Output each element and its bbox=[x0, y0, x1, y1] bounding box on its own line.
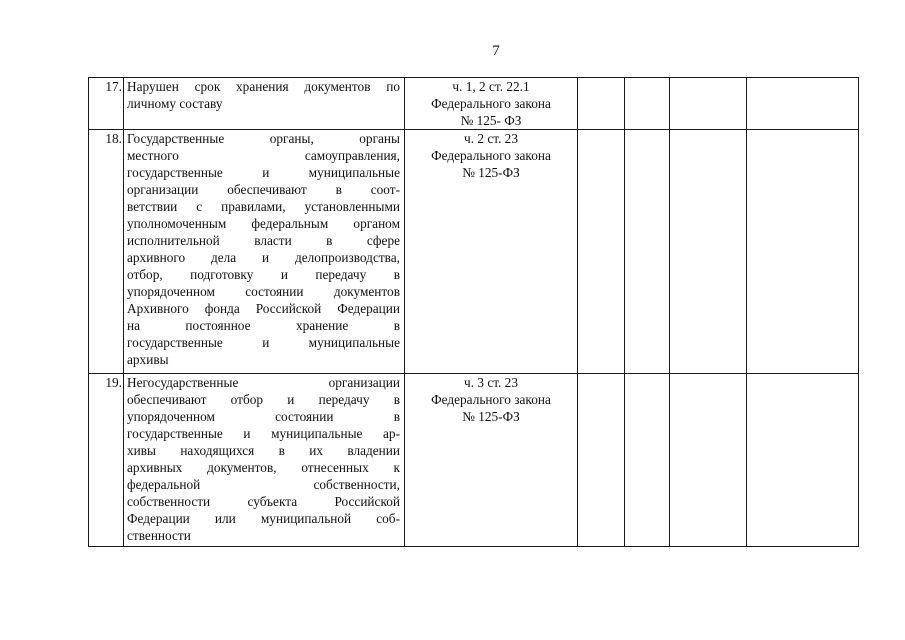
page-number: 7 bbox=[492, 43, 500, 59]
table-row bbox=[89, 78, 859, 130]
legal-reference-line: ч. 3 ст. 23 bbox=[464, 375, 518, 390]
legal-reference-line: ч. 1, 2 ст. 22.1 bbox=[452, 79, 530, 94]
table-row bbox=[89, 130, 859, 374]
legal-reference-line: № 125-ФЗ bbox=[462, 409, 520, 424]
question-cell bbox=[124, 130, 405, 374]
question-line: ветствии с правилами, установленными bbox=[127, 199, 400, 214]
table-row bbox=[89, 374, 859, 547]
checklist-table bbox=[88, 77, 859, 547]
question-line: исполнительной власти в сфере bbox=[127, 233, 400, 248]
legal-reference-cell bbox=[405, 130, 578, 374]
answer-not-applicable-cell bbox=[670, 130, 747, 374]
question-line: отбор, подготовку и передачу в bbox=[127, 267, 400, 282]
answer-yes-cell bbox=[578, 374, 625, 547]
answer-no-cell bbox=[625, 78, 670, 130]
question-cell bbox=[124, 78, 405, 130]
answer-yes-cell bbox=[578, 78, 625, 130]
legal-reference-line: № 125-ФЗ bbox=[462, 165, 520, 180]
legal-reference-cell bbox=[405, 78, 578, 130]
note-cell bbox=[747, 130, 859, 374]
legal-reference-line: ч. 2 ст. 23 bbox=[464, 131, 518, 146]
question-line: уполномоченным федеральным органом bbox=[127, 216, 400, 231]
row-number: 19. bbox=[89, 374, 124, 547]
legal-reference-line: Федерального закона bbox=[431, 96, 551, 111]
answer-no-cell bbox=[625, 130, 670, 374]
question-line: Негосударственные организации bbox=[127, 375, 400, 390]
legal-reference-line: Федерального закона bbox=[431, 148, 551, 163]
legal-reference-line: Федерального закона bbox=[431, 392, 551, 407]
question-line: личному составу bbox=[127, 96, 223, 111]
question-line: государственные и муниципальные bbox=[127, 165, 400, 180]
answer-yes-cell bbox=[578, 130, 625, 374]
question-line: упорядоченном состоянии в bbox=[127, 409, 400, 424]
question-line: архивы bbox=[127, 352, 169, 367]
note-cell bbox=[747, 78, 859, 130]
question-line: Федерации или муниципальной соб- bbox=[127, 511, 400, 526]
question-line: государственные и муниципальные ар- bbox=[127, 426, 400, 441]
question-line: архивных документов, отнесенных к bbox=[127, 460, 400, 475]
question-line: архивного дела и делопроизводства, bbox=[127, 250, 400, 265]
row-number: 18. bbox=[89, 130, 124, 374]
row-number: 17. bbox=[89, 78, 124, 130]
question-line: Архивного фонда Российской Федерации bbox=[127, 301, 400, 316]
question-line: Государственные органы, органы bbox=[127, 131, 400, 146]
question-line: упорядоченном состоянии документов bbox=[127, 284, 400, 299]
question-line: обеспечивают отбор и передачу в bbox=[127, 392, 400, 407]
note-cell bbox=[747, 374, 859, 547]
answer-not-applicable-cell bbox=[670, 78, 747, 130]
question-line: ственности bbox=[127, 528, 191, 543]
question-line: местного самоуправления, bbox=[127, 148, 400, 163]
legal-reference-line: № 125- ФЗ bbox=[460, 113, 522, 128]
question-line: собственности субъекта Российской bbox=[127, 494, 400, 509]
question-line: организации обеспечивают в соот- bbox=[127, 182, 400, 197]
question-line: хивы находящихся в их владении bbox=[127, 443, 400, 458]
legal-reference-cell bbox=[405, 374, 578, 547]
question-line: на постоянное хранение в bbox=[127, 318, 400, 333]
question-line: федеральной собственности, bbox=[127, 477, 400, 492]
question-cell bbox=[124, 374, 405, 547]
question-line: государственные и муниципальные bbox=[127, 335, 400, 350]
answer-not-applicable-cell bbox=[670, 374, 747, 547]
question-line: Нарушен срок хранения документов по bbox=[127, 79, 400, 94]
answer-no-cell bbox=[625, 374, 670, 547]
